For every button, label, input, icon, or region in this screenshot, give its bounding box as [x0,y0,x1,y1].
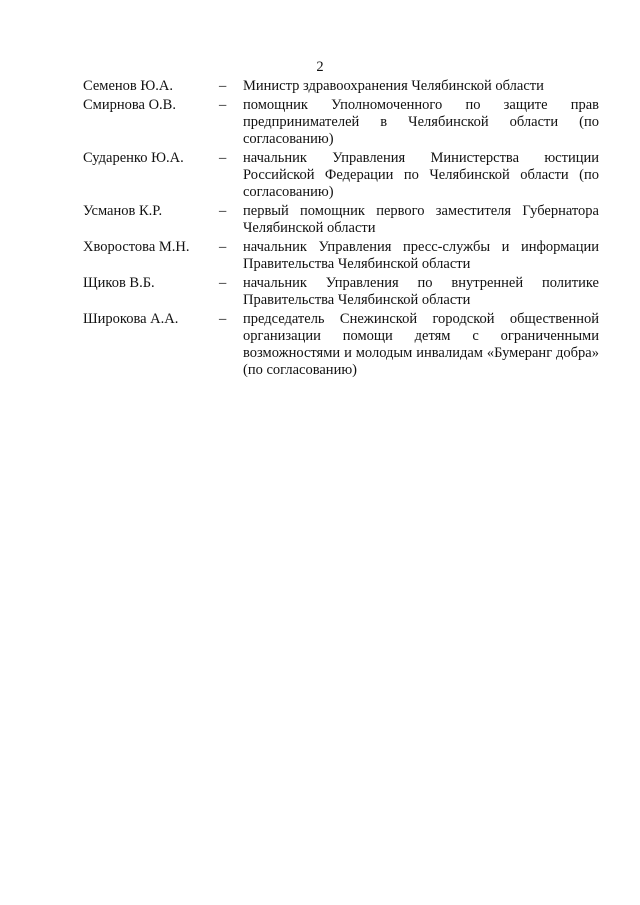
member-row [0,311,640,379]
member-role: председатель Снежинской городской общественной организации помощи детям с ограниченными возможностями и молодым инвалидам «Бумеранг добра» (по согласованию) [243,311,599,378]
member-row [0,97,640,148]
member-name: Щиков В.Б. [83,275,155,291]
member-row [0,239,640,273]
member-role: помощник Уполномоченного по защите прав предпринимателей в Челябинской области (по согласованию) [243,97,599,147]
member-role: начальник Управления по внутренней политике Правительства Челябинской области [243,275,599,308]
member-name: Усманов К.Р. [83,203,163,219]
member-row [0,78,640,95]
member-dash: – [219,78,227,94]
members-list [0,78,640,381]
member-dash: – [219,203,227,219]
member-name: Широкова А.А. [83,311,179,327]
member-role: первый помощник первого заместителя Губернатора Челябинской области [243,203,599,236]
member-name: Семенов Ю.А. [83,78,174,94]
member-row [0,150,640,201]
member-dash: – [219,275,227,291]
member-dash: – [219,239,227,255]
member-role: начальник Управления Министерства юстиции Российской Федерации по Челябинской области (по согласованию) [243,150,599,200]
member-name: Смирнова О.В. [83,97,176,113]
member-role: начальник Управления пресс-службы и информации Правительства Челябинской области [243,239,599,272]
member-dash: – [219,150,227,166]
page-number: 2 [316,59,324,75]
member-role: Министр здравоохранения Челябинской области [243,78,544,94]
member-dash: – [219,97,227,113]
member-name: Хворостова М.Н. [83,239,190,255]
member-row [0,275,640,309]
member-name: Сударенко Ю.А. [83,150,184,166]
member-dash: – [219,311,227,327]
member-row [0,203,640,237]
